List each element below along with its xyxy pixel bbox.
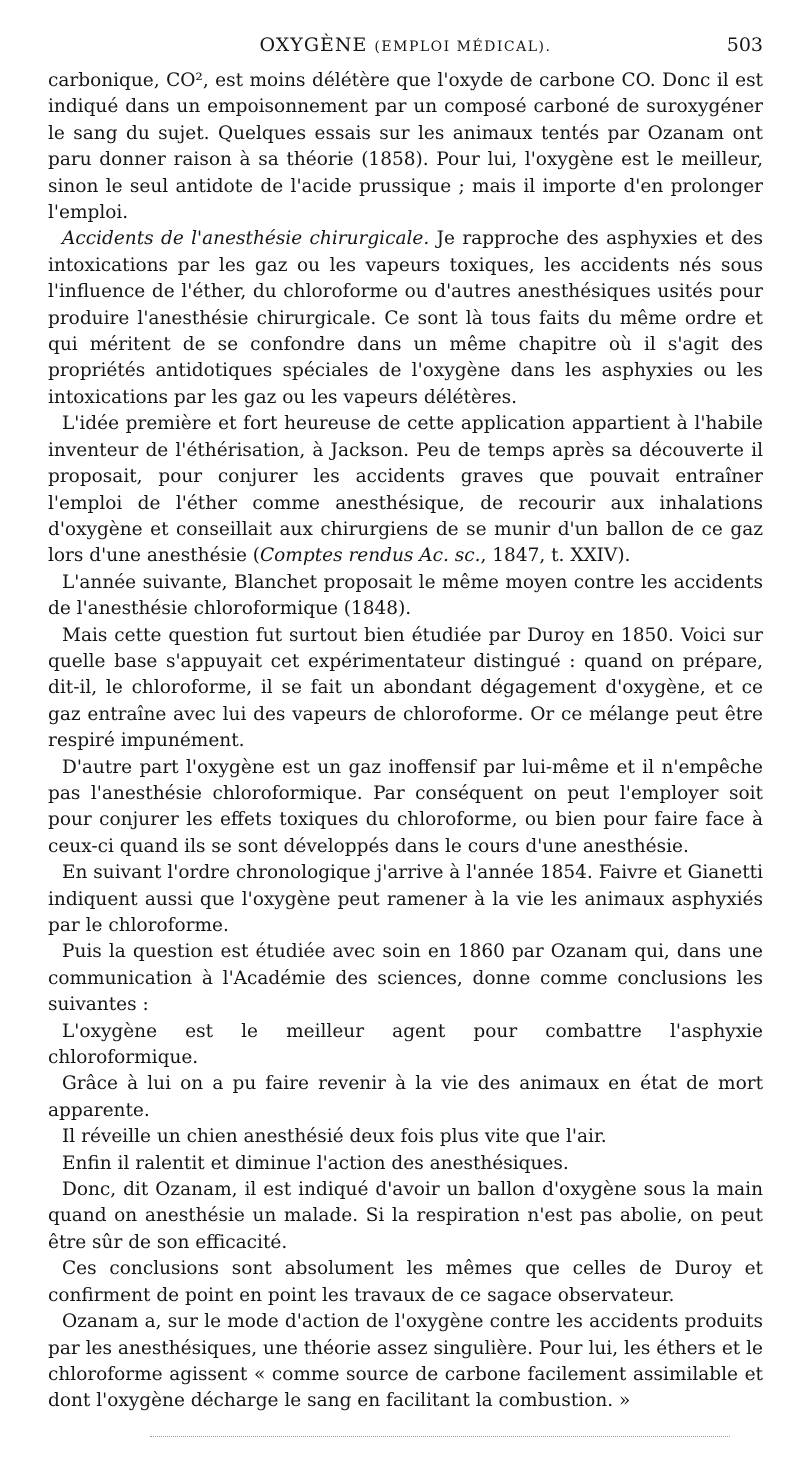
running-head-main: OXYGÈNE [259,34,368,56]
paragraph-5: Mais cette question fut surtout bien étudiée par Duroy en 1850. Voici sur quelle base s'appuyait cet expérimentateur distingué : quand on prépare, dit-il, le chloroforme, il se fait un abondant dégagement d'oxygène, et ce gaz entraîne avec lui des vapeurs de chloroforme. Or ce mélange peut être respiré impunément. [48,624,763,752]
paragraph-13: Donc, dit Ozanam, il est indiqué d'avoir un ballon d'oxygène sous la main quand on anesthésie un malade. Si la respiration n'est pas abolie, on peut être sûr de son efficacité. [48,1179,763,1253]
paragraph-2: Accidents de l'anesthésie chirurgicale. Je rapproche des asphyxies et des intoxications par les gaz ou les vapeurs toxiques, les accidents nés sous l'influence de l'éther, du chloroforme ou d'autres anesthésiques usités pour produire l'anesthésie chirurgicale. Ce sont là tous faits du même ordre et qui méritent de se confondre dans un même chapitre où il s'agit des propriétés antidotiques spéciales de l'oxygène dans les asphyxies ou les intoxications par les gaz ou les vapeurs délétères. [48,228,763,408]
paragraph-11: Il réveille un chien anesthésié deux fois plus vite que l'air. [62,1126,607,1148]
bottom-rule [150,1436,730,1437]
page-number: 503 [726,34,763,56]
paragraph-4: L'année suivante, Blanchet proposait le même moyen contre les accidents de l'anesthésie chloroformique (1848). [48,571,763,620]
section-lead: Accidents de l'anesthésie chirurgicale. [62,228,430,250]
paragraph-1: carbonique, CO², est moins délétère que l'oxyde de carbone CO. Donc il est indiqué dans un empoisonnement par un composé carboné de suroxygéner le sang du sujet. Quelques essais sur les animaux tentés par Ozanam ont paru donner raison à sa théorie (1858). Pour lui, l'oxygène est le meilleur, sinon le seul antidote de l'acide prussique ; mais il importe d'en prolonger l'emploi. [48,70,763,224]
paragraph-14: Ces conclusions sont absolument les mêmes que celles de Duroy et confirment de point en point les travaux de ce sagace observateur. [48,1258,763,1306]
body-text [48,68,763,1415]
running-head [48,34,763,60]
paragraph-15: Ozanam a, sur le mode d'action de l'oxygène contre les accidents produits par les anesthésiques, une théorie assez singulière. Pour lui, les éthers et le chloroforme agissent « comme source de carbone facilement assimilable et dont l'oxygène décharge le sang en facilitant la combustion. » [48,1311,763,1412]
citation-title: Comptes rendus Ac. sc. [260,545,481,567]
running-head-title [48,34,763,56]
running-head-subtitle: (EMPLOI MÉDICAL). [374,39,552,55]
paragraph-6: D'autre part l'oxygène est un gaz inoffensif par lui-même et il n'empêche pas l'anesthésie chloroformique. Par conséquent on peut l'employer soit pour conjurer les effets toxiques du chloroforme, ou bien pour faire face à ceux-ci quand ils se sont développés dans le cours d'une anesthésie. [48,756,763,857]
paragraph-8: Puis la question est étudiée avec soin en 1860 par Ozanam qui, dans une communication à l'Académie des sciences, donne comme conclusions les suivantes : [48,941,763,1016]
paragraph-7: En suivant l'ordre chronologique j'arrive à l'année 1854. Faivre et Gianetti indiquent aussi que l'oxygène peut ramener à la vie les animaux asphyxiés par le chloroforme. [48,862,763,936]
paragraph-12: Enfin il ralentit et diminue l'action des anesthésiques. [62,1152,569,1174]
paragraph-10: Grâce à lui on a pu faire revenir à la vie des animaux en état de mort apparente. [48,1073,763,1121]
paragraph-9: L'oxygène est le meilleur agent pour combattre l'asphyxie chloroformique. [48,1020,763,1069]
paragraph-3: L'idée première et fort heureuse de cette application appartient à l'habile inventeur de l'éthérisation, à Jackson. Peu de temps après sa découverte il proposait, pour conjurer les accidents graves que pouvait entraîner l'emploi de l'éther comme anesthésique, de recourir aux inhalations d'oxygène et conseillait aux chirurgiens de se munir d'un ballon de ce gaz lors d'une anesthésie (Comptes rendus Ac. sc., 1847, t. XXIV). [48,413,763,567]
